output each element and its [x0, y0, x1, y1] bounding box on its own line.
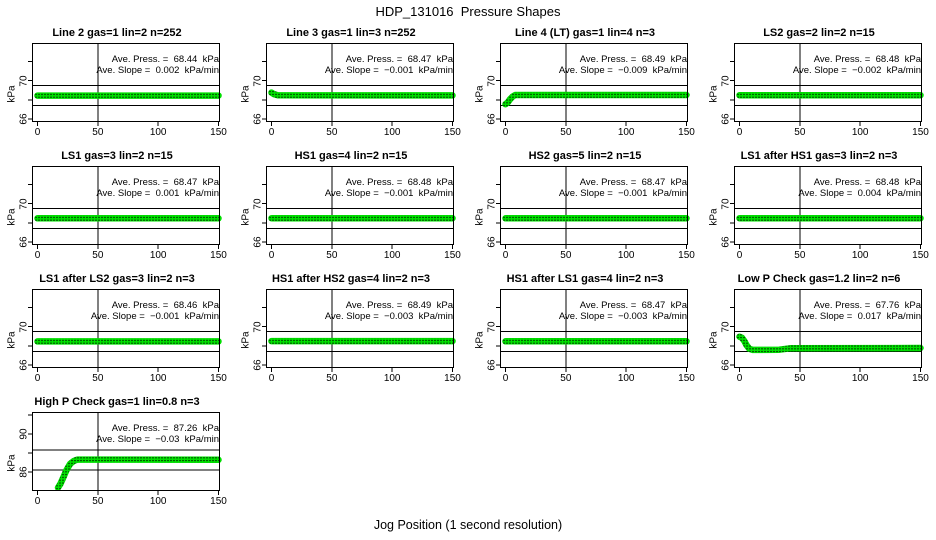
- plot-area: [32, 166, 220, 245]
- y-tick-label: 70: [720, 321, 732, 333]
- annotation-ave-slope: Ave. Slope = −0.001 kPa/min: [324, 187, 453, 199]
- panel-title: Line 4 (LT) gas=1 lin=4 n=3: [514, 27, 656, 39]
- x-tick-label: 0: [736, 250, 743, 261]
- annotation-ave-slope: Ave. Slope = −0.03 kPa/min: [96, 433, 219, 445]
- plot-area: [32, 412, 220, 491]
- y-tick-label: 66: [486, 236, 498, 248]
- x-tick-label: 0: [34, 127, 41, 138]
- panel-10: [234, 268, 468, 391]
- y-tick-label: 66: [720, 113, 732, 125]
- y-axis-title: kPa: [240, 331, 252, 349]
- plot-area: [32, 43, 220, 122]
- panel-title: HS2 gas=5 lin=2 n=15: [528, 150, 642, 162]
- x-tick-label: 100: [149, 496, 167, 507]
- annotation-ave-press: Ave. Press. = 68.46 kPa: [111, 300, 219, 311]
- x-tick-label: 100: [617, 250, 635, 261]
- x-tick-label: 50: [92, 373, 104, 384]
- y-tick-label: 86: [18, 466, 30, 478]
- panel-annotation: [226, 178, 453, 199]
- y-tick-label: 66: [486, 113, 498, 125]
- panel-annotation: [694, 301, 921, 322]
- y-axis-title: kPa: [474, 85, 486, 103]
- x-tick-label: 150: [444, 373, 461, 384]
- x-tick-label: 150: [210, 496, 227, 507]
- annotation-ave-slope: Ave. Slope = 0.004 kPa/min: [798, 187, 921, 199]
- x-tick-label: 0: [502, 250, 509, 261]
- panel-7: [468, 145, 702, 268]
- annotation-ave-slope: Ave. Slope = 0.017 kPa/min: [798, 310, 921, 322]
- y-tick-label: 66: [486, 359, 498, 371]
- panel-title: HS1 gas=4 lin=2 n=15: [294, 150, 408, 162]
- x-tick-label: 100: [617, 127, 635, 138]
- x-tick-label: 0: [268, 373, 275, 384]
- y-tick-label: 70: [486, 198, 498, 210]
- panel-annotation: [0, 424, 219, 445]
- panel-annotation: [0, 55, 219, 76]
- x-tick-label: 100: [149, 127, 167, 138]
- annotation-ave-slope: Ave. Slope = −0.001 kPa/min: [558, 187, 687, 199]
- panel-8: [702, 145, 936, 268]
- annotation-ave-slope: Ave. Slope = 0.001 kPa/min: [96, 187, 219, 199]
- y-tick-label: 66: [720, 359, 732, 371]
- panel-11: [468, 268, 702, 391]
- panel-13: [0, 391, 234, 514]
- x-tick-label: 50: [794, 373, 806, 384]
- panel-title: HS1 after LS1 gas=4 lin=2 n=3: [506, 273, 664, 285]
- x-tick-label: 150: [444, 250, 461, 261]
- plot-area: [266, 289, 454, 368]
- panel-annotation: [460, 178, 687, 199]
- panel-annotation: [0, 178, 219, 199]
- y-axis-title: kPa: [6, 208, 18, 226]
- x-tick-label: 100: [851, 127, 869, 138]
- y-tick-label: 66: [252, 359, 264, 371]
- annotation-ave-press: Ave. Press. = 68.47 kPa: [579, 300, 687, 311]
- y-tick-label: 66: [252, 236, 264, 248]
- y-tick-label: 66: [18, 236, 30, 248]
- y-tick-label: 70: [720, 75, 732, 87]
- x-tick-label: 150: [444, 127, 461, 138]
- annotation-ave-slope: Ave. Slope = −0.003 kPa/min: [324, 310, 453, 322]
- y-tick-label: 70: [18, 198, 30, 210]
- y-tick-label: 70: [720, 198, 732, 210]
- plot-area: [500, 166, 688, 245]
- panel-title: High P Check gas=1 lin=0.8 n=3: [34, 396, 200, 408]
- panel-annotation: [0, 301, 219, 322]
- y-tick-label: 90: [18, 428, 30, 440]
- x-tick-label: 150: [678, 250, 695, 261]
- panel-title: LS2 gas=2 lin=2 n=15: [763, 27, 875, 39]
- x-tick-label: 0: [268, 127, 275, 138]
- x-tick-label: 0: [736, 373, 743, 384]
- x-tick-label: 150: [678, 127, 695, 138]
- annotation-ave-press: Ave. Press. = 68.47 kPa: [345, 54, 453, 65]
- plot-area: [32, 289, 220, 368]
- y-tick-label: 70: [252, 198, 264, 210]
- panel-1: [0, 22, 234, 145]
- x-tick-label: 150: [912, 373, 929, 384]
- y-axis-title: kPa: [708, 85, 720, 103]
- annotation-ave-slope: Ave. Slope = −0.001 kPa/min: [90, 310, 219, 322]
- y-tick-label: 70: [18, 321, 30, 333]
- x-tick-label: 0: [34, 373, 41, 384]
- x-tick-label: 100: [383, 250, 401, 261]
- x-tick-label: 50: [326, 250, 338, 261]
- y-axis-title: kPa: [6, 331, 18, 349]
- x-tick-label: 0: [736, 127, 743, 138]
- plot-area: [734, 289, 922, 368]
- panel-6: [234, 145, 468, 268]
- panel-2: [234, 22, 468, 145]
- x-tick-label: 50: [92, 127, 104, 138]
- panel-annotation: [226, 55, 453, 76]
- x-tick-label: 0: [502, 127, 509, 138]
- panel-title: HS1 after HS2 gas=4 lin=2 n=3: [271, 273, 431, 285]
- y-tick-label: 70: [486, 321, 498, 333]
- annotation-ave-slope: Ave. Slope = −0.001 kPa/min: [324, 64, 453, 76]
- x-tick-label: 150: [210, 127, 227, 138]
- annotation-ave-slope: Ave. Slope = −0.002 kPa/min: [792, 64, 921, 76]
- x-tick-label: 150: [210, 373, 227, 384]
- y-tick-label: 66: [720, 236, 732, 248]
- y-tick-label: 66: [18, 359, 30, 371]
- y-tick-label: 70: [18, 75, 30, 87]
- panel-annotation: [226, 301, 453, 322]
- x-tick-label: 0: [34, 496, 41, 507]
- x-tick-label: 150: [912, 250, 929, 261]
- y-tick-label: 70: [486, 75, 498, 87]
- x-axis-label: Jog Position (1 second resolution): [373, 518, 563, 532]
- y-axis-title: kPa: [6, 454, 18, 472]
- panel-title: LS1 gas=3 lin=2 n=15: [61, 150, 173, 162]
- x-tick-label: 100: [149, 373, 167, 384]
- plot-area: [734, 166, 922, 245]
- x-tick-label: 50: [794, 250, 806, 261]
- data-series: [58, 460, 219, 488]
- plot-area: [266, 43, 454, 122]
- x-tick-label: 100: [149, 250, 167, 261]
- x-tick-label: 0: [268, 250, 275, 261]
- y-axis-title: kPa: [474, 331, 486, 349]
- x-tick-label: 150: [678, 373, 695, 384]
- annotation-ave-press: Ave. Press. = 67.76 kPa: [813, 300, 921, 311]
- x-tick-label: 100: [383, 127, 401, 138]
- x-tick-label: 50: [326, 127, 338, 138]
- panel-annotation: [694, 178, 921, 199]
- y-axis-title: kPa: [240, 85, 252, 103]
- panel-title: LS1 after HS1 gas=3 lin=2 n=3: [740, 150, 898, 162]
- x-tick-label: 50: [326, 373, 338, 384]
- plot-area: [734, 43, 922, 122]
- panel-title: Line 3 gas=1 lin=3 n=252: [286, 27, 416, 39]
- x-tick-label: 50: [560, 373, 572, 384]
- x-tick-label: 100: [617, 373, 635, 384]
- panel-3: [468, 22, 702, 145]
- x-tick-label: 100: [851, 250, 869, 261]
- x-tick-label: 50: [560, 127, 572, 138]
- x-tick-label: 100: [851, 373, 869, 384]
- panel-annotation: [460, 301, 687, 322]
- plot-area: [500, 43, 688, 122]
- y-tick-label: 66: [18, 113, 30, 125]
- y-axis-title: kPa: [708, 208, 720, 226]
- panel-9: [0, 268, 234, 391]
- x-tick-label: 50: [794, 127, 806, 138]
- annotation-ave-slope: Ave. Slope = −0.003 kPa/min: [558, 310, 687, 322]
- panel-12: [702, 268, 936, 391]
- x-tick-label: 50: [92, 250, 104, 261]
- y-tick-label: 66: [252, 113, 264, 125]
- y-tick-label: 70: [252, 75, 264, 87]
- x-tick-label: 50: [92, 496, 104, 507]
- panel-4: [702, 22, 936, 145]
- y-tick-label: 70: [252, 321, 264, 333]
- annotation-ave-press: Ave. Press. = 68.49 kPa: [345, 300, 453, 311]
- x-tick-label: 0: [34, 250, 41, 261]
- annotation-ave-press: Ave. Press. = 68.48 kPa: [813, 54, 921, 65]
- y-axis-title: kPa: [708, 331, 720, 349]
- panel-title: LS1 after LS2 gas=3 lin=2 n=3: [39, 273, 195, 285]
- y-axis-title: kPa: [6, 85, 18, 103]
- panel-title: Low P Check gas=1.2 lin=2 n=6: [737, 273, 901, 285]
- y-axis-title: kPa: [474, 208, 486, 226]
- panel-5: [0, 145, 234, 268]
- panel-annotation: [694, 55, 921, 76]
- x-tick-label: 50: [560, 250, 572, 261]
- x-tick-label: 100: [383, 373, 401, 384]
- plot-area: [500, 289, 688, 368]
- annotation-ave-slope: Ave. Slope = 0.002 kPa/min: [96, 64, 219, 76]
- annotation-ave-press: Ave. Press. = 68.48 kPa: [345, 177, 453, 188]
- annotation-ave-press: Ave. Press. = 68.49 kPa: [579, 54, 687, 65]
- page-title: HDP_131016 Pressure Shapes: [375, 4, 561, 19]
- panel-title: Line 2 gas=1 lin=2 n=252: [52, 27, 182, 39]
- annotation-ave-press: Ave. Press. = 68.44 kPa: [111, 54, 219, 65]
- annotation-ave-press: Ave. Press. = 68.47 kPa: [111, 177, 219, 188]
- y-axis-title: kPa: [240, 208, 252, 226]
- x-tick-label: 0: [502, 373, 509, 384]
- annotation-ave-slope: Ave. Slope = −0.009 kPa/min: [558, 64, 687, 76]
- plot-area: [266, 166, 454, 245]
- panel-annotation: [460, 55, 687, 76]
- x-tick-label: 150: [912, 127, 929, 138]
- annotation-ave-press: Ave. Press. = 87.26 kPa: [111, 423, 219, 434]
- x-tick-label: 150: [210, 250, 227, 261]
- annotation-ave-press: Ave. Press. = 68.48 kPa: [813, 177, 921, 188]
- annotation-ave-press: Ave. Press. = 68.47 kPa: [579, 177, 687, 188]
